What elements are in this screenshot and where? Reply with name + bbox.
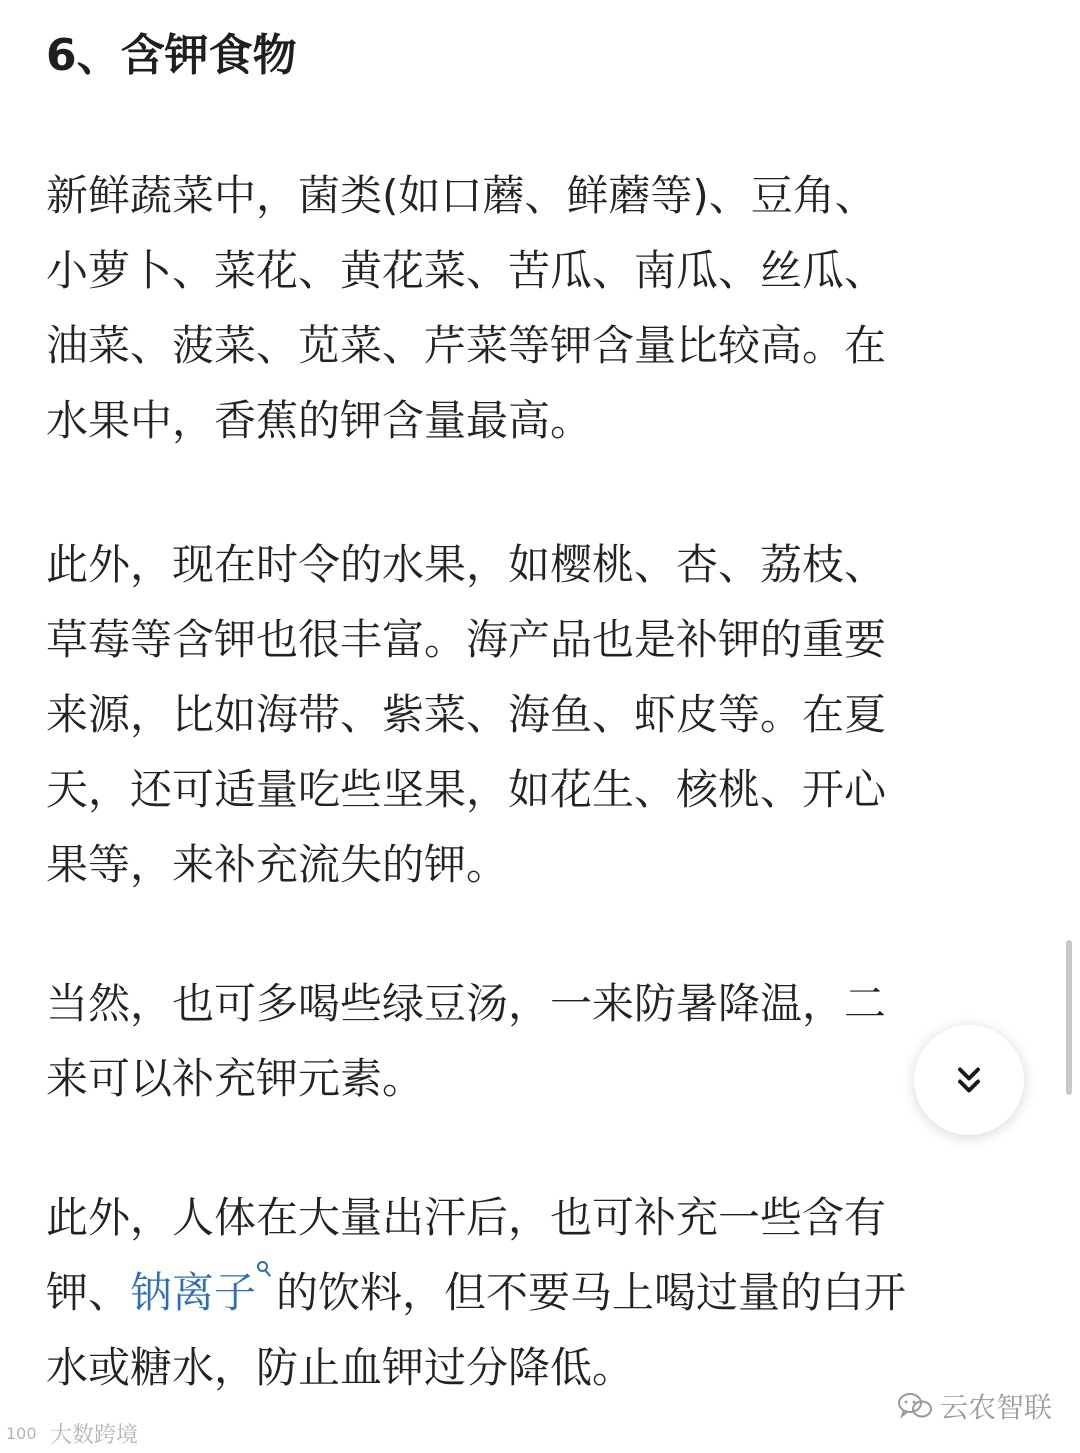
watermark-right-text: 云农智联 bbox=[940, 1391, 1053, 1424]
wechat-icon bbox=[896, 1390, 934, 1422]
paragraph-line: 草莓等含钾也很丰富。海产品也是补钾的重要 bbox=[46, 615, 887, 664]
paragraph-line: 当然，也可多喝些绿豆汤，一来防暑降温，二 bbox=[46, 979, 887, 1028]
paragraph-vegetables bbox=[46, 158, 1026, 458]
watermark-left bbox=[6, 1418, 138, 1448]
text-fragment: 钾、 bbox=[46, 1268, 131, 1317]
watermark-right bbox=[896, 1386, 1052, 1426]
section-heading: 6、含钾食物 bbox=[46, 30, 297, 81]
paragraph-line: 小萝卜、菜花、黄花菜、苦瓜、南瓜、丝瓜、 bbox=[46, 246, 887, 295]
paragraph-line: 来可以补充钾元素。 bbox=[46, 1054, 425, 1103]
scrollbar-thumb[interactable] bbox=[1066, 940, 1072, 1095]
search-icon[interactable] bbox=[256, 1257, 276, 1285]
watermark-left-text: 大数跨境 bbox=[50, 1422, 139, 1448]
text-fragment: 的饮料，但不要马上喝过量的白开 bbox=[276, 1268, 907, 1317]
paragraph-drinks bbox=[46, 1180, 1026, 1405]
paragraph-line: 新鲜蔬菜中，菌类(如口蘑、鲜蘑等)、豆角、 bbox=[46, 171, 877, 220]
chevron-double-down-icon bbox=[951, 1062, 987, 1098]
paragraph-line: 果等，来补充流失的钾。 bbox=[46, 840, 509, 889]
paragraph-line: 水果中，香蕉的钾含量最高。 bbox=[46, 396, 593, 445]
paragraph-line: 水或糖水，防止血钾过分降低。 bbox=[46, 1343, 635, 1392]
paragraph-line: 此外，人体在大量出汗后，也可补充一些含有 bbox=[46, 1193, 887, 1242]
paragraph-line: 来源，比如海带、紫菜、海鱼、虾皮等。在夏 bbox=[46, 690, 887, 739]
logo-icon bbox=[6, 1422, 46, 1444]
paragraph-line: 油菜、菠菜、苋菜、芹菜等钾含量比较高。在 bbox=[46, 321, 887, 370]
paragraph-line: 天，还可适量吃些坚果，如花生、核桃、开心 bbox=[46, 765, 887, 814]
sodium-ion-link[interactable]: 钠离子 bbox=[130, 1268, 257, 1317]
paragraph-line bbox=[46, 1255, 1026, 1330]
logo-text: 100 bbox=[6, 1424, 37, 1443]
scroll-to-bottom-button[interactable] bbox=[914, 1025, 1024, 1135]
paragraph-mung-bean-soup bbox=[46, 966, 1026, 1116]
paragraph-line: 此外，现在时令的水果，如樱桃、杏、荔枝、 bbox=[46, 540, 887, 589]
paragraph-fruits-seafood bbox=[46, 527, 1026, 902]
